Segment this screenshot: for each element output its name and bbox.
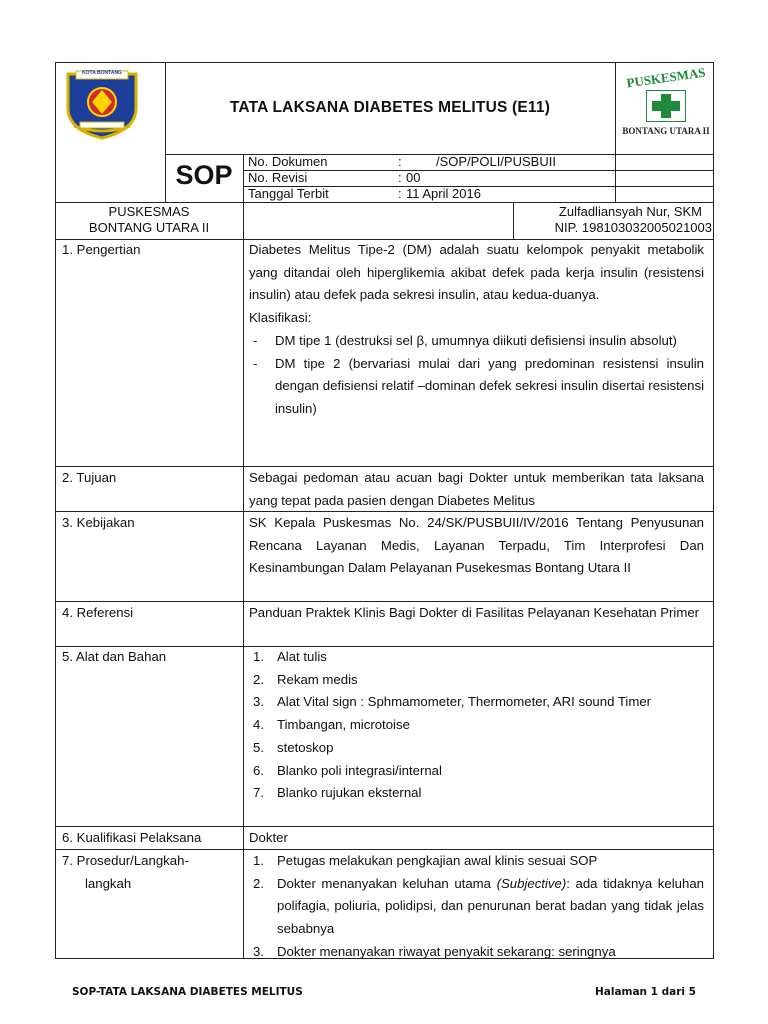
procedure-step-text: Petugas melakukan pengkajian awal klinis sesuai SOP [277, 853, 598, 868]
equipment-item-text: Blanko rujukan eksternal [277, 785, 422, 801]
footer-page-number: Halaman 1 dari 5 [594, 986, 696, 998]
procedure-step-text: Dokter menanyakan riwayat penyakit sekarang: seringnya [277, 943, 616, 958]
procedure-step-number: 2. [253, 875, 264, 891]
procedure-step [249, 850, 704, 873]
equipment-item-number: 6. [253, 762, 264, 778]
org-name-line1: PUSKESMAS [108, 204, 190, 219]
docrow-line-1 [243, 170, 714, 171]
procedure-step [249, 941, 704, 958]
header-divider-sop [243, 154, 244, 639]
logo-right-top-text: PUSKESMAS [625, 64, 707, 91]
equipment-item-number: 1. [253, 649, 264, 664]
classification-item-text: DM tipe 2 (bervariasi mulai dari yang predominan resistensi insulin dengan defisiensi relatif –dominan defek sekresi insulin disertai resistensi insulin) [275, 355, 704, 416]
table-bottom-border [55, 958, 714, 959]
classification-heading: Klasifikasi: [249, 310, 312, 326]
equipment-item [249, 691, 704, 714]
equipment-item [249, 737, 704, 760]
doc-date-value: 11 April 2016 [406, 186, 481, 201]
org-name [55, 204, 243, 236]
document-title: TATA LAKSANA DIABETES MELITUS (E11) [229, 99, 551, 116]
section-7-label-line1: 7. Prosedur/Langkah- [62, 853, 189, 868]
equipment-item-text: Rekam medis [277, 671, 358, 687]
equipment-item-number: 4. [253, 717, 264, 733]
body-column-divider [243, 639, 244, 959]
section-7-label-line2: langkah [85, 875, 132, 891]
equipment-item [249, 669, 704, 692]
equipment-item-text: Blanko poli integrasi/internal [277, 762, 442, 778]
doc-number-sep: : [398, 154, 402, 169]
classification-item [249, 353, 704, 421]
equipment-item-number: 2. [253, 671, 264, 687]
header-bottom [55, 202, 714, 203]
puskesmas-logo [620, 64, 712, 150]
equipment-item [249, 714, 704, 737]
doc-date-sep: : [398, 186, 402, 201]
classification-item [249, 330, 704, 353]
section-1-content [249, 239, 704, 421]
doc-revision-sep: : [398, 170, 402, 185]
procedure-step-text-post: : ada tidaknya keluhan polifagia, poliuria, polidipsi, dan penurunan berat badan yang tidak jelas sebabnya [277, 875, 704, 937]
header-divider-right-logo [615, 62, 616, 154]
section-7-label [62, 850, 189, 895]
section-7-content [249, 850, 704, 958]
procedure-step-text-pre: Dokter menanyakan keluhan utama [277, 875, 497, 891]
footer-document-name: SOP-TATA LAKSANA DIABETES MELITUS [72, 986, 303, 998]
section-2-content: Sebagai pedoman atau acuan bagi Dokter untuk memberikan tata laksana yang tepat pada pasien dengan Diabetes Melitus [249, 470, 704, 508]
equipment-item-number: 5. [253, 739, 264, 755]
section-4-content: Panduan Praktek Klinis Bagi Dokter di Fasilitas Pelayanan Kesehatan Primer [249, 605, 700, 620]
medical-cross-icon [646, 90, 686, 122]
equipment-item [249, 782, 704, 805]
section-5-label: 5. Alat dan Bahan [62, 649, 167, 664]
section-5-content [249, 646, 704, 805]
procedure-step-text-emphasis: (Subjective) [496, 875, 567, 891]
header-divider-docvalue [615, 154, 616, 202]
doc-number-label: No. Dokumen [248, 154, 328, 169]
doc-date-label: Tanggal Terbit [248, 186, 329, 201]
procedure-step-number: 3. [253, 943, 264, 958]
section-6-content: Dokter [249, 830, 288, 845]
logo-left-caption: KOTA BONTANG [82, 70, 122, 76]
doc-revision-label: No. Revisi [248, 170, 308, 185]
sop-label: SOP [175, 160, 233, 190]
dash-marker: - [253, 355, 258, 371]
equipment-item-number: 3. [253, 694, 264, 710]
section-6-label: 6. Kualifikasi Pelaksana [62, 830, 202, 845]
signer-name: Zulfadliansyah Nur, SKM [558, 204, 702, 219]
equipment-item-text: Timbangan, microtoise [277, 717, 410, 733]
doc-revision-value: 00 [406, 170, 421, 185]
signer-block [514, 204, 712, 236]
section-4-label: 4. Referensi [62, 605, 134, 620]
equipment-item [249, 760, 704, 783]
section-1-label: 1. Pengertian [62, 242, 141, 257]
classification-item-text: DM tipe 1 (destruksi sel β, umumnya diikuti defisiensi insulin absolut) [275, 332, 677, 348]
signer-nip: NIP. 198103032005021003 [554, 220, 712, 235]
equipment-item-number: 7. [253, 785, 264, 801]
logo-right-bottom-text: BONTANG UTARA II [622, 126, 710, 136]
procedure-step [249, 873, 704, 941]
org-name-line2: BONTANG UTARA II [88, 220, 210, 235]
procedure-step-number: 1. [253, 853, 264, 868]
equipment-item-text: Alat tulis [277, 649, 327, 664]
equipment-item-text: Alat Vital sign : Sphmamometer, Thermometer, ARI sound Timer [277, 694, 652, 710]
section-3-content: SK Kepala Puskesmas No. 24/SK/PUSBUII/IV/2016 Tentang Penyusunan Rencana Layanan Medis, Layanan Terpadu, Tim Interprofesi Dan Kesinambungan Dalam Pelayanan Pusekesmas Bontang Utara II [249, 515, 704, 576]
definition-paragraph: Diabetes Melitus Tipe-2 (DM) adalah suatu kelompok penyakit metabolik yang ditandai oleh hiperglikemia akibat defek pada kerja insulin (resistensi insulin) atau defek pada sekresi insulin, atau kedua-duanya. [249, 242, 704, 303]
section-2-label: 2. Tujuan [62, 470, 117, 485]
equipment-item [249, 646, 704, 669]
doc-number-value: /SOP/POLI/PUSBUII [436, 154, 556, 169]
city-emblem-logo [62, 68, 142, 140]
equipment-item-text: stetoskop [277, 739, 334, 755]
dash-marker: - [253, 332, 258, 348]
section-3-label: 3. Kebijakan [62, 515, 135, 530]
